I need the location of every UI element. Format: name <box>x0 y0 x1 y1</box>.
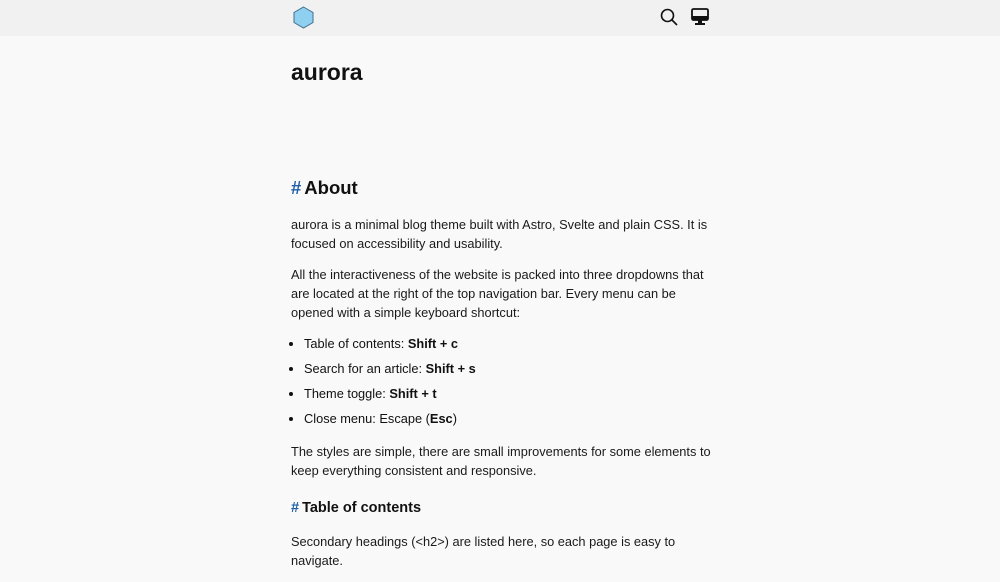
shortcut-label: Close menu: Escape ( <box>304 411 430 426</box>
toc-paragraph-1: Secondary headings (<h2>) are listed here, so each page is easy to navigate. <box>291 534 676 568</box>
page-title: aurora <box>291 59 363 85</box>
shortcut-key: Shift + s <box>425 361 476 376</box>
shortcut-list <box>291 334 716 428</box>
shortcut-key: Esc <box>429 411 453 426</box>
about-paragraph-3: The styles are simple, there are small improvements for some elements to keep everything consistent and responsive. <box>291 444 711 478</box>
monitor-icon[interactable] <box>690 7 710 27</box>
heading-anchor-link[interactable]: # <box>291 177 302 198</box>
heading-anchor-link[interactable]: # <box>291 500 300 516</box>
about-paragraph-2: All the interactiveness of the website is packed into three dropdowns that are located at the right of the top navigation bar. Every menu can be opened with a simple keyboard shortcut: <box>291 267 704 320</box>
list-item <box>304 334 716 353</box>
about-heading-text: About <box>304 177 358 198</box>
shortcut-label: Theme toggle: <box>304 386 390 401</box>
search-icon[interactable] <box>659 7 679 27</box>
list-item <box>304 409 716 428</box>
shortcut-label: Search for an article: <box>304 361 426 376</box>
about-heading <box>291 177 716 199</box>
hexagon-logo-icon[interactable] <box>293 6 314 29</box>
shortcut-label: Table of contents: <box>304 336 408 351</box>
list-item <box>304 359 716 378</box>
list-item <box>304 384 716 403</box>
about-paragraph-1: aurora is a minimal blog theme built with Astro, Svelte and plain CSS. It is focused on accessibility and usability. <box>291 217 708 251</box>
shortcut-suffix: ) <box>452 411 457 426</box>
shortcut-key: Shift + t <box>389 386 437 401</box>
top-navigation-bar <box>0 0 1000 36</box>
toc-heading <box>291 500 716 516</box>
toc-heading-text: Table of contents <box>302 500 422 516</box>
shortcut-key: Shift + c <box>407 336 459 351</box>
